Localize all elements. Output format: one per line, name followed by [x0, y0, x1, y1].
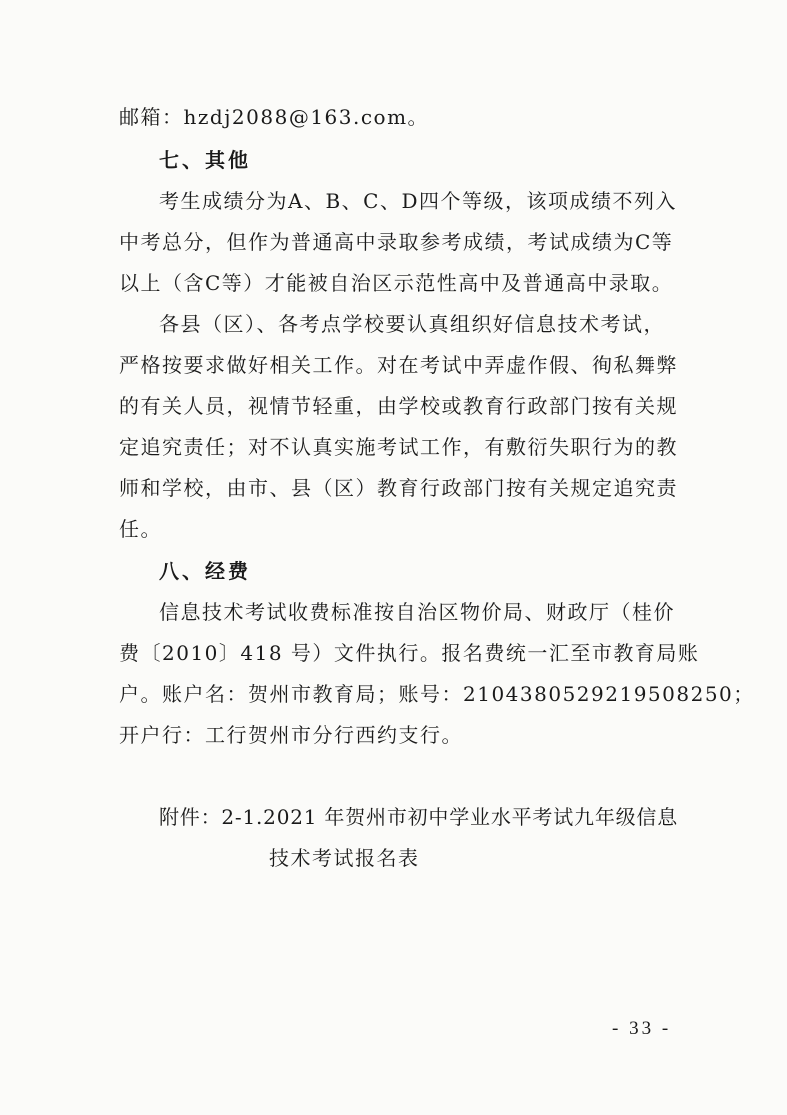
paragraph-line: 任。	[119, 517, 162, 541]
paragraph-line: 各县（区）、各考点学校要认真组织好信息技术考试，	[159, 312, 665, 336]
attachment-line: 技术考试报名表	[269, 846, 420, 870]
email-line: 邮箱：hzdj2088@163.com。	[119, 105, 430, 129]
paragraph-line: 费〔2010〕418 号）文件执行。报名费统一汇至市教育局账	[119, 641, 700, 665]
paragraph-line: 户。账户名：贺州市教育局；账号：2104380529219508250；	[119, 682, 755, 706]
paragraph-line: 师和学校，由市、县（区）教育行政部门按有关规定追究责	[119, 476, 678, 500]
paragraph-line: 中考总分，但作为普通高中录取参考成绩，考试成绩为C等	[119, 230, 674, 254]
paragraph-line: 开户行：工行贺州市分行西约支行。	[119, 723, 463, 747]
section-heading-other: 七、其他	[159, 148, 251, 172]
section-heading-funding: 八、经费	[159, 559, 251, 583]
page-number: - 33 -	[612, 1018, 672, 1039]
paragraph-line: 的有关人员，视情节轻重，由学校或教育行政部门按有关规	[119, 394, 678, 418]
paragraph-line: 以上（含C等）才能被自治区示范性高中及普通高中录取。	[119, 271, 674, 295]
attachment-line: 附件：2-1.2021 年贺州市初中学业水平考试九年级信息	[159, 805, 679, 829]
paragraph-line: 信息技术考试收费标准按自治区物价局、财政厅（桂价	[159, 600, 675, 624]
paragraph-line: 考生成绩分为A、B、C、D四个等级，该项成绩不列入	[159, 189, 677, 213]
paragraph-line: 定追究责任；对不认真实施考试工作，有敷衍失职行为的教	[119, 435, 678, 459]
paragraph-line: 严格按要求做好相关工作。对在考试中弄虚作假、徇私舞弊	[119, 353, 678, 377]
